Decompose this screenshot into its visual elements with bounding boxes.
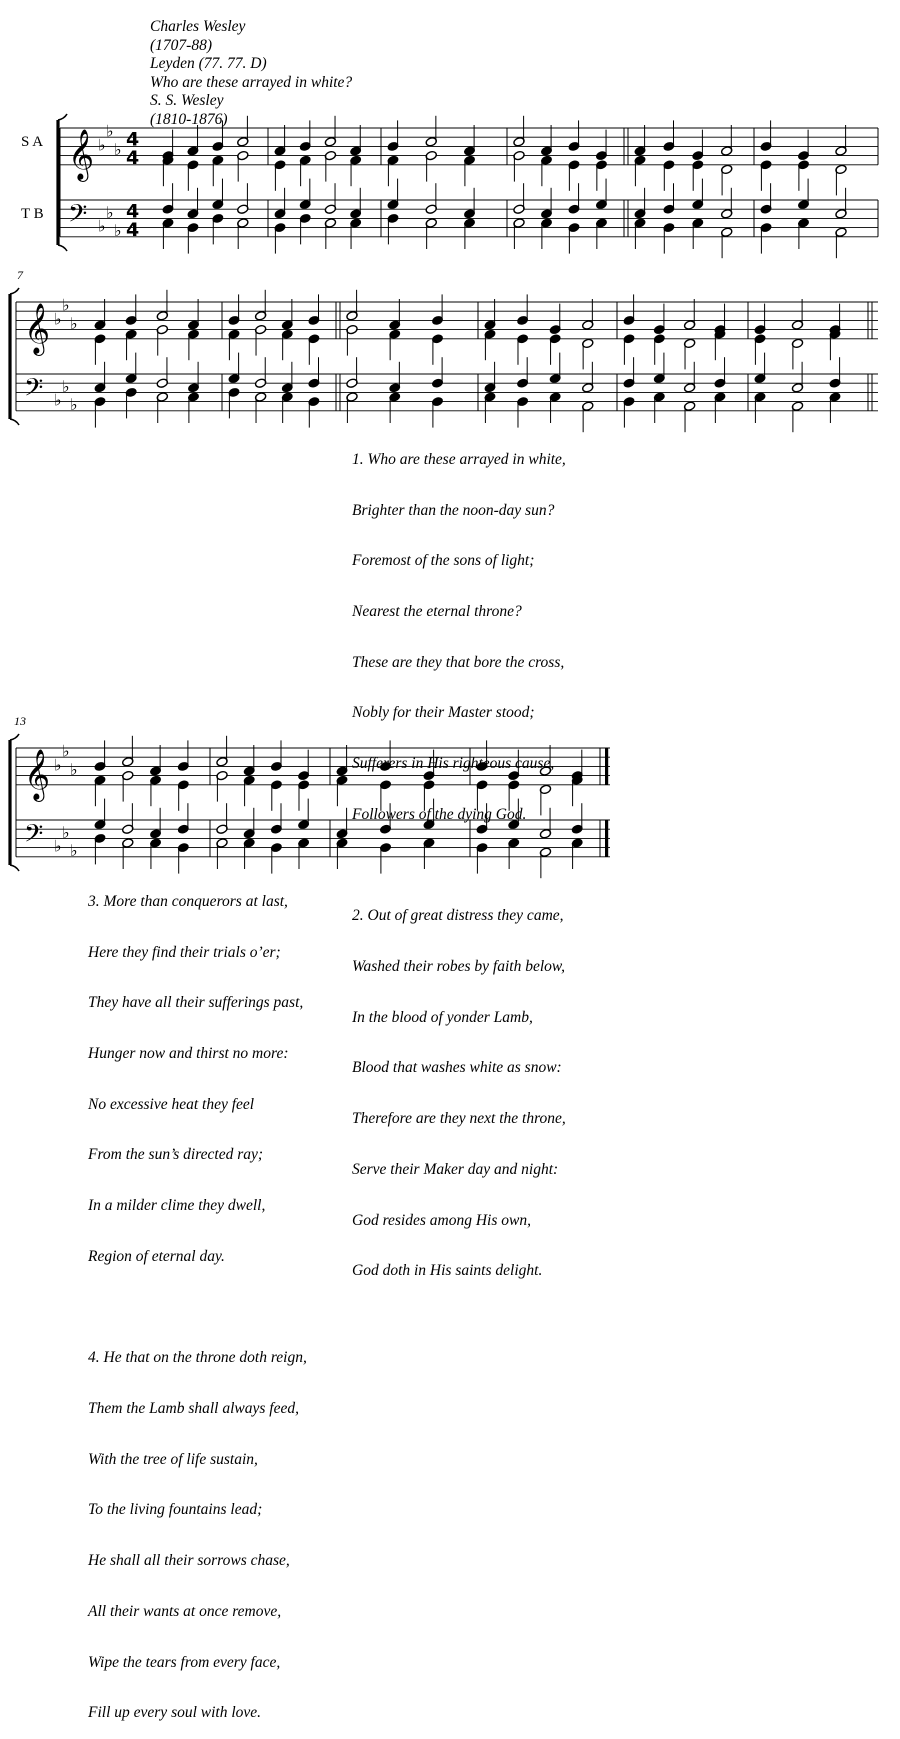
verse-line: Hunger now and thirst no more: <box>88 1044 289 1062</box>
key-signature-flat: ♭ <box>114 140 122 159</box>
verse-line: In the blood of yonder Lamb, <box>352 1008 533 1026</box>
system-bracket-hook <box>10 734 19 740</box>
key-signature-flat: ♭ <box>106 202 114 222</box>
key-signature-flat: ♭ <box>54 836 62 856</box>
time-signature-bottom: 4 <box>126 218 140 241</box>
bass-clef: 𝄢 <box>24 819 44 855</box>
system-bracket-hook <box>10 288 19 294</box>
header-line: (1810-1876) <box>150 110 228 128</box>
key-signature-flat: ♭ <box>106 121 114 141</box>
key-signature-flat: ♭ <box>54 755 62 775</box>
part-label-sa: S A <box>21 134 44 150</box>
verse-line: From the sun’s directed ray; <box>88 1146 264 1164</box>
verse-line: Them the Lamb shall always feed, <box>88 1399 299 1417</box>
verse-line: They have all their sufferings past, <box>88 994 304 1012</box>
verse-line: In a milder clime they dwell, <box>88 1197 266 1215</box>
verse-line: Wipe the tears from every face, <box>88 1653 281 1671</box>
final-barline <box>605 820 608 857</box>
system-bracket-hook <box>58 114 67 120</box>
bass-clef: 𝄢 <box>68 199 88 235</box>
part-label-tb: T B <box>21 206 44 222</box>
key-signature-flat: ♭ <box>54 309 62 329</box>
verse-line: Nobly for their Master stood; <box>352 704 535 722</box>
key-signature-flat: ♭ <box>114 221 122 241</box>
verse-line: Fill up every soul with love. <box>88 1704 262 1722</box>
key-signature-flat: ♭ <box>98 135 106 155</box>
verse-line: All their wants at once remove, <box>88 1602 282 1620</box>
time-signature-bottom: 4 <box>126 146 140 169</box>
key-signature-flat: ♭ <box>70 314 78 333</box>
verse-line: To the living fountains lead; <box>88 1501 263 1519</box>
header-line: (1707-88) <box>150 36 212 54</box>
verse-line: With the tree of life sustain, <box>88 1450 258 1468</box>
verse-line: Nearest the eternal throne? <box>352 602 522 620</box>
verse-line: Blood that washes white as snow: <box>352 1059 562 1077</box>
measure-number: 13 <box>14 714 26 728</box>
verse-line: Here they find their trials o’er; <box>88 943 281 961</box>
key-signature-flat: ♭ <box>62 741 70 761</box>
system-bracket-hook <box>10 865 19 871</box>
verse-block-3-4 <box>88 860 307 1739</box>
header-line: Who are these arrayed in white? <box>150 73 353 91</box>
verse-line: Sufferers in His righteous cause, <box>352 755 555 773</box>
system-bracket-hook <box>10 419 19 425</box>
verse-line: These are they that bore the cross, <box>352 653 565 671</box>
system-bracket-hook <box>58 245 67 251</box>
verse-line: Foremost of the sons of light; <box>352 552 535 570</box>
key-signature-flat: ♭ <box>70 841 78 861</box>
key-signature-flat: ♭ <box>62 376 70 396</box>
header-line: Leyden (77. 77. D) <box>150 55 267 73</box>
final-barline <box>605 748 608 785</box>
verse-line: He shall all their sorrows chase, <box>88 1552 290 1570</box>
verse-line: Brighter than the noon-day sun? <box>352 501 555 519</box>
verse-line: Serve their Maker day and night: <box>352 1160 559 1178</box>
key-signature-flat: ♭ <box>70 395 78 415</box>
time-signature-top: 4 <box>126 128 140 151</box>
treble-clef: 𝄞 <box>68 128 95 180</box>
header-line: S. S. Wesley <box>150 92 224 110</box>
verse-line: 1. Who are these arrayed in white, <box>352 450 566 468</box>
treble-clef: 𝄞 <box>24 302 51 354</box>
key-signature-flat: ♭ <box>62 295 70 315</box>
bass-clef: 𝄢 <box>24 373 44 409</box>
verse-line: Washed their robes by faith below, <box>352 957 565 975</box>
verse-block-1-2 <box>352 418 566 1297</box>
measure-number: 7 <box>17 268 23 282</box>
key-signature-flat: ♭ <box>62 822 70 842</box>
key-signature-flat: ♭ <box>70 760 78 779</box>
verse-line: Therefore are they next the throne, <box>352 1110 566 1128</box>
verse-line: Region of eternal day. <box>88 1247 225 1265</box>
verse-line: Followers of the dying God. <box>352 805 527 823</box>
verse-line: God doth in His saints delight. <box>352 1262 543 1280</box>
treble-clef: 𝄞 <box>24 748 51 800</box>
key-signature-flat: ♭ <box>98 216 106 236</box>
header-line: Charles Wesley <box>150 18 246 35</box>
verse-line: 3. More than conquerors at last, <box>88 892 288 910</box>
verse-line: God resides among His own, <box>352 1211 531 1229</box>
verse-line: 4. He that on the throne doth reign, <box>88 1349 307 1367</box>
time-signature-top: 4 <box>126 200 140 223</box>
key-signature-flat: ♭ <box>54 390 62 410</box>
verse-line: No excessive heat they feel <box>88 1095 255 1113</box>
verse-line: 2. Out of great distress they came, <box>352 907 564 925</box>
